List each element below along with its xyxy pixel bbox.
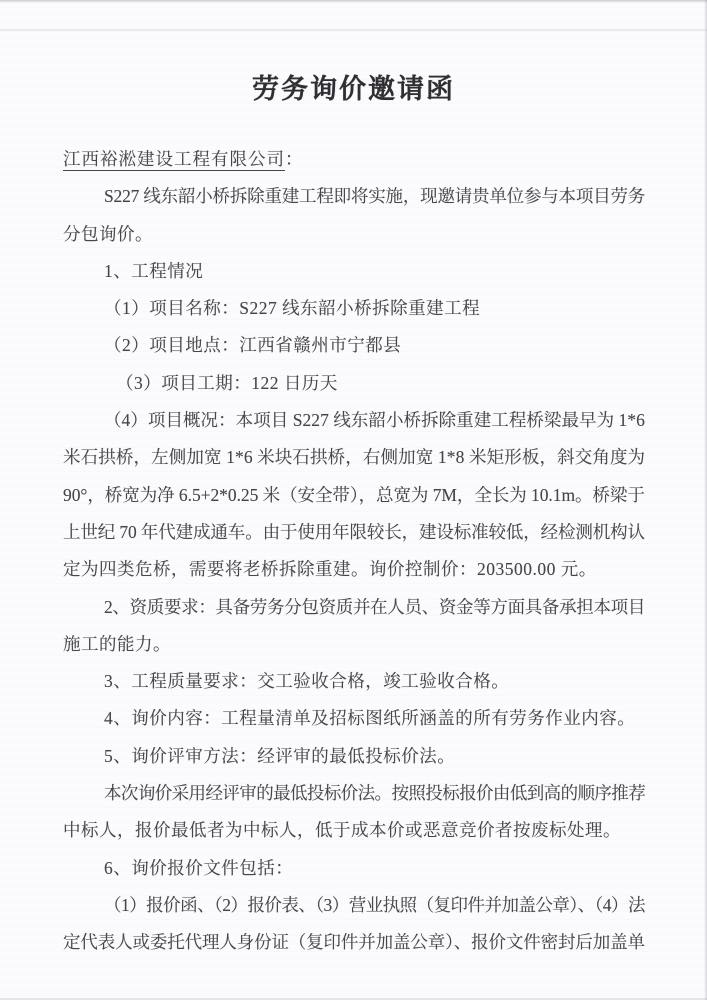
- recipient-name: 江西裕淞建设工程有限公司: [63, 149, 285, 169]
- text-line: 分包询价。: [63, 223, 153, 244]
- page-title: 劳务询价邀请函: [252, 74, 455, 104]
- text-line: 3、工程质量要求：交工验收合格，竣工验收合格。: [104, 671, 510, 692]
- text-line: 6、询价报价文件包括：: [104, 857, 294, 878]
- text-line: 4、询价内容：工程量清单及招标图纸所涵盖的所有劳务作业内容。: [104, 708, 636, 729]
- text-line: （4）项目概况：本项目 S227 线东韶小桥拆除重建工程桥梁最早为 1*6: [104, 410, 645, 431]
- text-line: S227 线东韶小桥拆除重建工程即将实施，现邀请贵单位参与本项目劳务: [104, 186, 646, 207]
- recipient-line: [63, 141, 645, 178]
- text-line: （1）项目名称：S227 线东韶小桥拆除重建工程: [104, 298, 481, 319]
- scan-artifact-line: [0, 29, 707, 31]
- text-line: 米石拱桥，左侧加宽 1*6 米块石拱桥，右侧加宽 1*8 米矩形板，斜交角度为: [63, 447, 646, 468]
- text-line: 施工的能力。: [63, 633, 171, 654]
- text-line: 上世纪 70 年代建成通车。由于使用年限较长，建设标准较低，经检测机构认: [63, 521, 645, 542]
- recipient-colon: ：: [285, 149, 304, 169]
- text-line: 1、工程情况: [104, 260, 204, 281]
- text-line: 90°，桥宽为净 6.5+2*0.25 米（安全带），总宽为 7M，全长为 10.1m。桥梁于: [63, 484, 645, 505]
- text-line: 本次询价采用经评审的最低投标价法。按照投标报价由低到高的顺序推荐: [104, 783, 646, 804]
- paragraphs: [63, 178, 645, 961]
- text-line: 2、资质要求：具备劳务分包资质并在人员、资金等方面具备承担本项目: [104, 596, 646, 617]
- text-line: （2）项目地点：江西省赣州市宁都县: [104, 335, 402, 356]
- text-line: 中标人，报价最低者为中标人，低于成本价或恶意竞价者按废标处理。: [63, 820, 621, 841]
- scan-edge-top: [0, 0, 707, 3]
- text-line: 5、询价评审方法：经评审的最低投标价法。: [104, 745, 456, 766]
- text-line: 定为四类危桥，需要将老桥拆除重建。询价控制价：203500.00 元。: [63, 559, 597, 580]
- text-line: （3）项目工期：122 日历天: [116, 372, 338, 393]
- letter-body: [63, 141, 645, 962]
- text-line: 定代表人或委托代理人身份证（复印件并加盖公章）、报价文件密封后加盖单: [63, 932, 645, 953]
- text-line: （1）报价函、（2）报价表、（3）营业执照（复印件并加盖公章）、（4）法: [104, 894, 645, 915]
